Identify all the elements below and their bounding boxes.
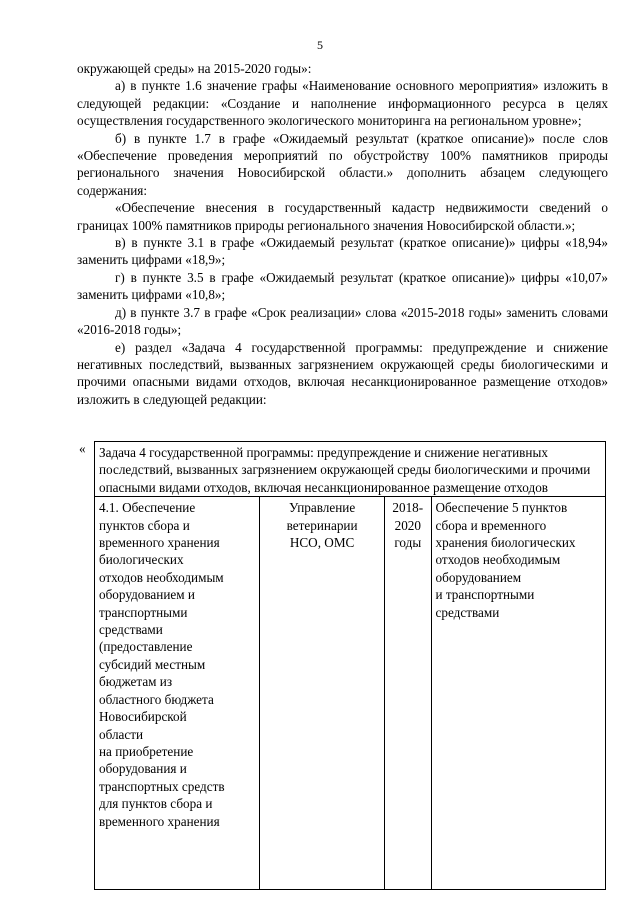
- cell-line: сбора и временного: [435, 517, 547, 533]
- activity-cell: [95, 497, 260, 890]
- executor-cell: [260, 497, 385, 890]
- period-cell: [385, 497, 431, 890]
- cell-line: НСО, ОМС: [289, 535, 355, 551]
- program-table: [94, 441, 606, 890]
- cell-line: области: [99, 726, 144, 742]
- cell-line: Управление: [289, 500, 356, 516]
- cell-line: бюджетам из: [99, 674, 173, 690]
- paragraph: б) в пункте 1.7 в графе «Ожидаемый результат (краткое описание)» после слов «Обеспечение проведения мероприятий по обустройству 100% памятников природы регионального значения Новосибирской области.» дополнить абзацем следующего содержания:: [77, 130, 608, 198]
- cell-line: для пунктов сбора и: [99, 796, 213, 812]
- paragraph: е) раздел «Задача 4 государственной программы: предупреждение и снижение негативных последствий, вызванных загрязнением окружающей среды биологическими и прочими опасными видами отходов, включая несанкционированное размещение отходов» изложить в следующей редакции:: [77, 339, 608, 407]
- cell-line: субсидий местным: [99, 656, 206, 672]
- cell-line: средствами: [99, 622, 163, 638]
- cell-line: временного хранения: [99, 813, 220, 829]
- cell-line: и транспортными: [435, 587, 535, 603]
- page-number: 5: [317, 38, 323, 52]
- cell-line: областного бюджета: [99, 691, 214, 707]
- paragraph: окружающей среды» на 2015-2020 годы»:: [77, 61, 312, 76]
- cell-line: транспортными: [99, 604, 188, 620]
- cell-line: оборудования и: [99, 761, 187, 777]
- paragraph: в) в пункте 3.1 в графе «Ожидаемый результат (краткое описание)» цифры «18,94» заменить цифрами «18,9»;: [77, 235, 608, 268]
- cell-line: ветеринарии: [286, 517, 358, 533]
- opening-quote-mark: «: [79, 441, 86, 456]
- cell-line: транспортных средств: [99, 778, 225, 794]
- paragraph: а) в пункте 1.6 значение графы «Наименование основного мероприятия» изложить в следующей редакции: «Создание и наполнение информационного ресурса в целях осуществления государственного экологического мониторинга на региональном уровне»;: [77, 78, 608, 129]
- cell-line: Новосибирской: [99, 709, 187, 725]
- paragraph: «Обеспечение внесения в государственный кадастр недвижимости сведений о границах 100% памятников природы регионального значения Новосибирской области.»;: [77, 200, 608, 233]
- document-body: [77, 60, 608, 408]
- cell-line: 4.1. Обеспечение: [99, 500, 196, 516]
- cell-line: оборудованием и: [99, 587, 195, 603]
- table-header-cell: Задача 4 государственной программы: предупреждение и снижение негативных последствий, вызванных загрязнением окружающей среды биологическими и прочими опасными видами отходов, включая несанкционированное размещение отходов: [95, 442, 606, 497]
- cell-line: временного хранения: [99, 535, 220, 551]
- paragraph: г) в пункте 3.5 в графе «Ожидаемый результат (краткое описание)» цифры «10,07» заменить цифрами «10,8»;: [77, 269, 608, 303]
- table-header-row: [95, 442, 606, 497]
- cell-line: средствами: [435, 604, 500, 620]
- paragraph: д) в пункте 3.7 в графе «Срок реализации» слова «2015-2018 годы» заменить словами «2016-2018 годы»;: [77, 304, 608, 338]
- cell-line: на приобретение: [99, 743, 194, 759]
- cell-line: 2020: [394, 517, 421, 533]
- cell-line: годы: [394, 535, 422, 551]
- cell-line: хранения биологических: [435, 535, 576, 551]
- cell-line: биологических: [99, 552, 184, 568]
- cell-line: отходов необходимым: [99, 569, 224, 585]
- cell-line: 2018-: [392, 500, 424, 516]
- cell-line: отходов необходимым: [435, 552, 561, 568]
- cell-line: оборудованием: [435, 569, 522, 585]
- cell-line: Обеспечение 5 пунктов: [435, 500, 568, 516]
- cell-line: (предоставление: [99, 639, 193, 655]
- result-cell: [431, 497, 605, 890]
- table-row: [95, 497, 606, 890]
- cell-line: пунктов сбора и: [99, 517, 190, 533]
